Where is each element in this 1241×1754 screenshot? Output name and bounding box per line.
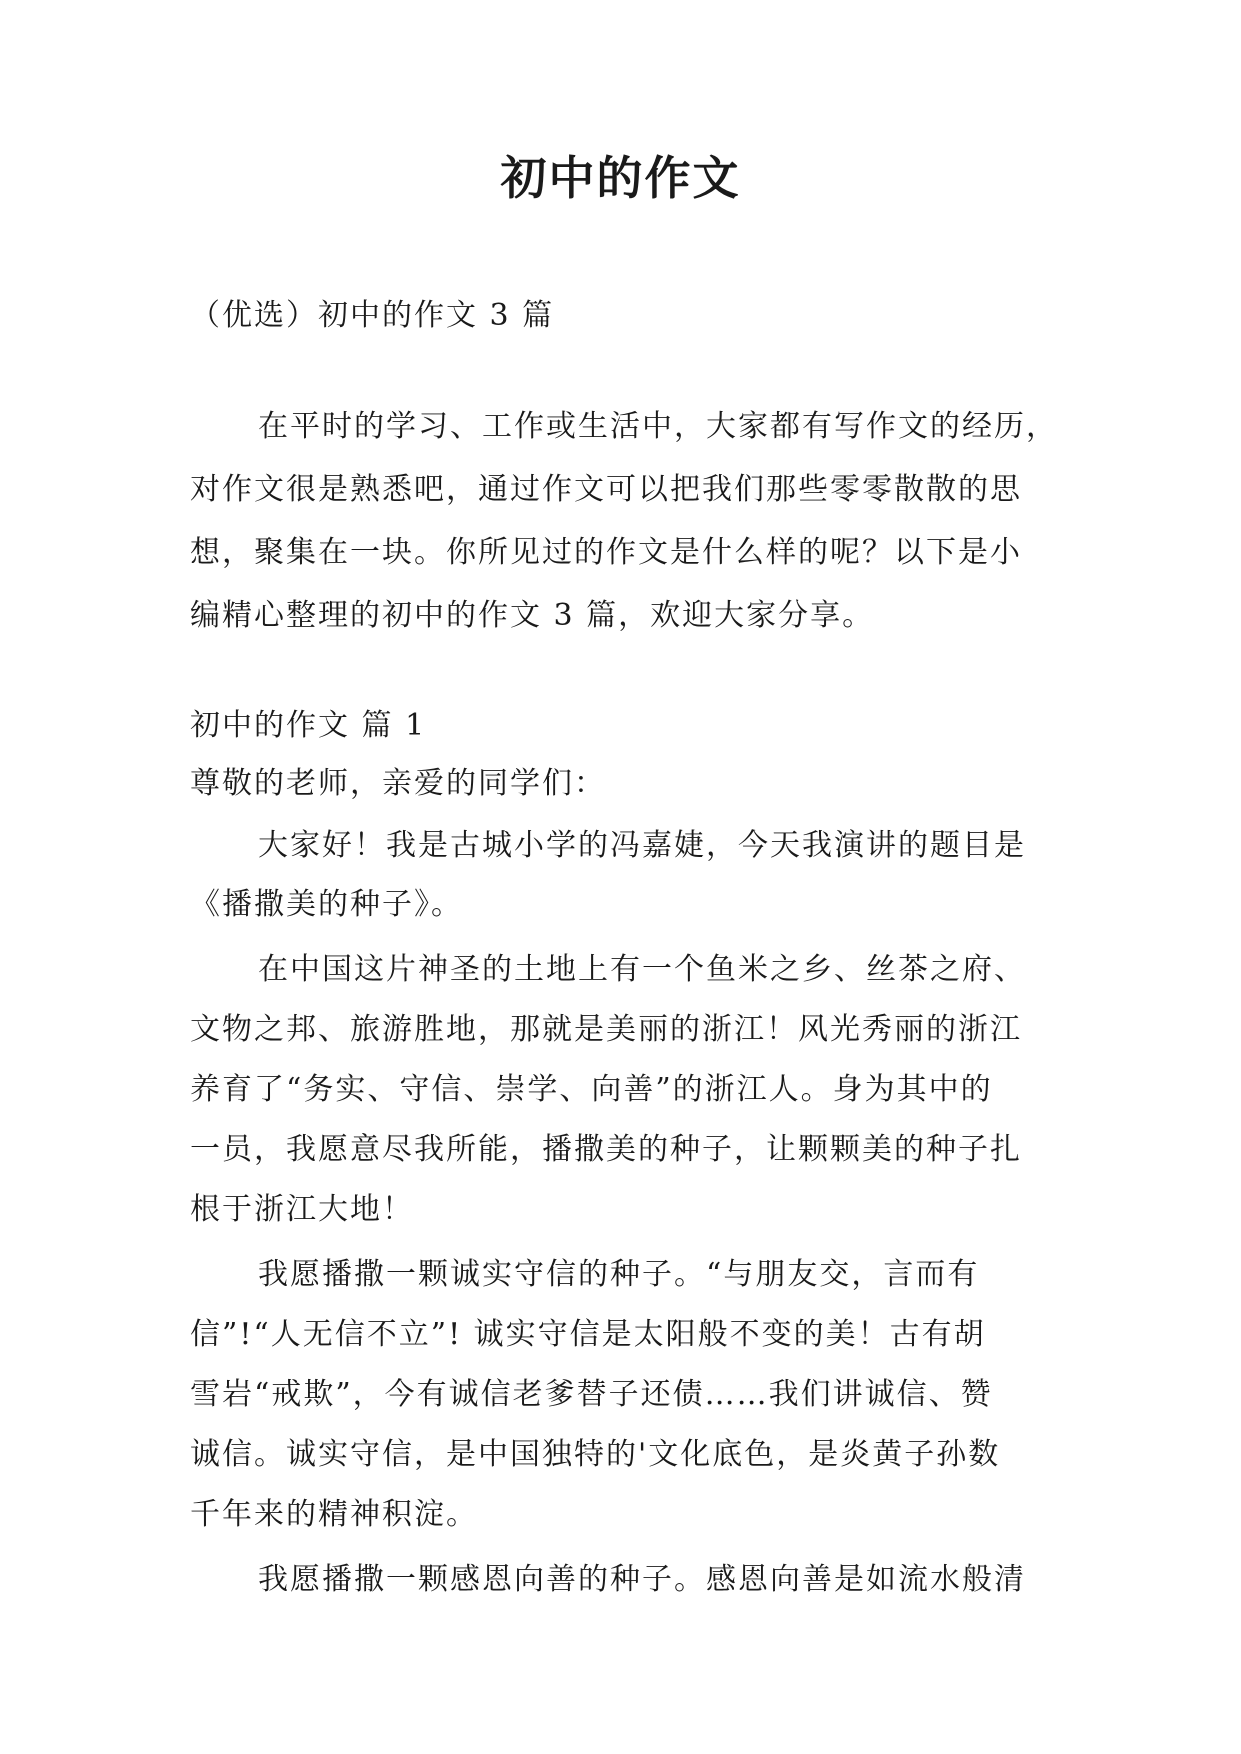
paragraph-line: 根于浙江大地！: [190, 1192, 414, 1227]
document-subtitle: （优选）初中的作文 3 篇: [190, 298, 555, 333]
paragraph-line: 养育了“务实、守信、崇学、向善”的浙江人。身为其中的: [190, 1072, 993, 1107]
paragraph-line: 信”!“人无信不立”! 诚实守信是太阳般不变的美！古有胡: [190, 1317, 986, 1352]
paragraph-line: 在平时的学习、工作或生活中，大家都有写作文的经历，: [258, 409, 1058, 444]
document-title: 初中的作文: [500, 151, 741, 205]
paragraph-line: 雪岩“戒欺”，今有诚信老爹替子还债……我们讲诚信、赞: [190, 1377, 993, 1412]
paragraph-line: 我愿播撒一颗感恩向善的种子。感恩向善是如流水般清: [258, 1562, 1026, 1597]
paragraph-line: 对作文很是熟悉吧，通过作文可以把我们那些零零散散的思: [190, 472, 1022, 507]
paragraph-line: 《播撒美的种子》。: [190, 887, 463, 922]
paragraph-line: 大家好！我是古城小学的冯嘉婕，今天我演讲的题目是: [258, 828, 1026, 863]
paragraph-line: 一员，我愿意尽我所能，播撒美的种子，让颗颗美的种子扎: [190, 1132, 1022, 1167]
paragraph-line: 编精心整理的初中的作文 3 篇，欢迎大家分享。: [190, 598, 875, 633]
salutation-line: 尊敬的老师，亲爱的同学们：: [190, 766, 606, 801]
paragraph-line: 想，聚集在一块。你所见过的作文是什么样的呢？以下是小: [190, 535, 1022, 570]
paragraph-line: 在中国这片神圣的土地上有一个鱼米之乡、丝茶之府、: [258, 952, 1026, 987]
paragraph-line: 我愿播撒一颗诚实守信的种子。“与朋友交，言而有: [258, 1257, 980, 1292]
paragraph-line: 文物之邦、旅游胜地，那就是美丽的浙江！风光秀丽的浙江: [190, 1012, 1022, 1047]
section-heading: 初中的作文 篇 1: [190, 708, 427, 743]
paragraph-line: 诚信。诚实守信，是中国独特的'文化底色，是炎黄子孙数: [190, 1437, 1001, 1472]
paragraph-line: 千年来的精神积淀。: [190, 1497, 478, 1532]
